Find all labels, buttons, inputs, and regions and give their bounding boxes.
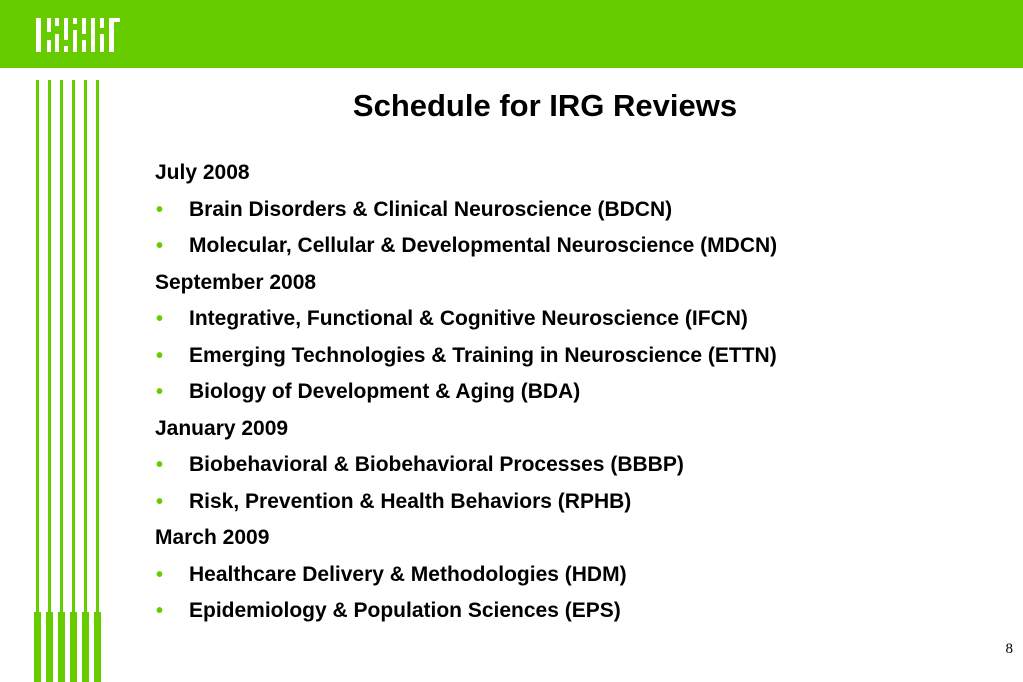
review-list-item xyxy=(155,338,985,375)
review-name: Epidemiology & Population Sciences (EPS) xyxy=(189,599,621,622)
review-name: Risk, Prevention & Health Behaviors (RPHB) xyxy=(189,489,632,513)
bullet-icon: • xyxy=(156,600,164,622)
schedule-date-heading: January 2009 xyxy=(155,416,289,440)
decorative-vertical-lines xyxy=(34,80,114,682)
review-name: Biology of Development & Aging (BDA) xyxy=(189,380,581,403)
review-list-item xyxy=(155,447,985,484)
schedule-date-heading: March 2009 xyxy=(155,526,270,549)
review-name: Emerging Technologies & Training in Neuroscience (ETTN) xyxy=(189,343,777,367)
review-name: Biobehavioral & Biobehavioral Processes (BBBP) xyxy=(189,453,684,476)
review-list-item xyxy=(155,374,985,411)
page-number: 8 xyxy=(1005,641,1013,657)
review-name: Healthcare Delivery & Methodologies (HDM) xyxy=(189,562,627,586)
review-name: Molecular, Cellular & Developmental Neuroscience (MDCN) xyxy=(189,234,778,257)
review-name: Integrative, Functional & Cognitive Neuroscience (IFCN) xyxy=(189,307,748,330)
review-list-item xyxy=(155,301,985,338)
review-list-item xyxy=(155,228,985,265)
bullet-icon: • xyxy=(156,563,164,586)
schedule-date-heading: July 2008 xyxy=(155,161,250,184)
review-list-item xyxy=(155,484,985,521)
bullet-icon: • xyxy=(156,198,164,221)
slide-title: Schedule for IRG Reviews xyxy=(352,88,738,123)
header-bar xyxy=(0,0,1023,68)
schedule-list xyxy=(155,155,985,630)
review-list-item xyxy=(155,593,985,630)
bullet-icon: • xyxy=(156,454,164,476)
review-name: Brain Disorders & Clinical Neuroscience (BDCN) xyxy=(189,197,673,221)
bullet-icon: • xyxy=(156,490,164,513)
schedule-date-heading: September 2008 xyxy=(155,270,317,294)
bullet-icon: • xyxy=(156,381,164,403)
bullet-icon: • xyxy=(156,308,164,330)
csr-logo-icon xyxy=(36,16,126,54)
bullet-icon: • xyxy=(156,235,164,257)
review-list-item xyxy=(155,557,985,594)
review-list-item xyxy=(155,192,985,229)
bullet-icon: • xyxy=(156,344,164,367)
